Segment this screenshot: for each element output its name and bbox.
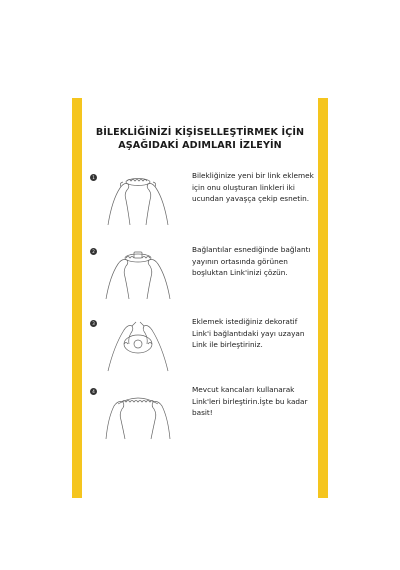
step-line: boşluktan Link'inizi çözün.: [192, 268, 288, 277]
heading-line-1: BİLEKLİĞİNİZİ KİŞİSELLEŞTİRMEK İÇİN: [95, 127, 305, 138]
step-line: ucundan yavaşça çekip esnetin.: [192, 194, 310, 203]
left-accent-bar: [72, 98, 82, 498]
step-4: [86, 384, 314, 454]
instructions-heading: [82, 126, 318, 152]
step-number: 1: [90, 174, 97, 181]
step-line: Link ile birleştiriniz.: [192, 340, 263, 349]
step-line: için onu oluşturan linkleri iki: [192, 182, 295, 192]
step-3: [86, 316, 314, 386]
step-number: 4: [90, 388, 97, 395]
step-line: yayının ortasında görünen: [192, 256, 288, 266]
step-line: Mevcut kancaları kullanarak: [192, 385, 295, 394]
hands-separating-links-icon: [94, 244, 182, 306]
hands-stretching-bracelet-icon: [94, 170, 182, 232]
step-1-description: [192, 170, 314, 205]
step-line: Bilekliğinize yeni bir link eklemek: [192, 171, 314, 180]
step-number: 3: [90, 320, 97, 327]
step-line: basit!: [192, 408, 213, 417]
step-number: 2: [90, 248, 97, 255]
step-line: Link'leri birleştirin.İşte bu kadar: [192, 396, 308, 406]
step-4-description: [192, 384, 314, 419]
heading-line-2: AŞAĞIDAKİ ADIMLARI İZLEYİN: [118, 140, 282, 151]
right-accent-bar: [318, 98, 328, 498]
step-2-description: [192, 244, 314, 279]
hands-joining-links-icon: [94, 384, 182, 446]
step-3-description: [192, 316, 314, 351]
hands-attaching-charm-icon: [94, 316, 182, 378]
step-1: [86, 170, 314, 240]
step-2: [86, 244, 314, 314]
step-line: Eklemek istediğiniz dekoratif: [192, 317, 298, 326]
step-line: Link'i bağlantıdaki yayı uzayan: [192, 328, 305, 338]
step-line: Bağlantılar esnediğinde bağlantı: [192, 245, 311, 254]
